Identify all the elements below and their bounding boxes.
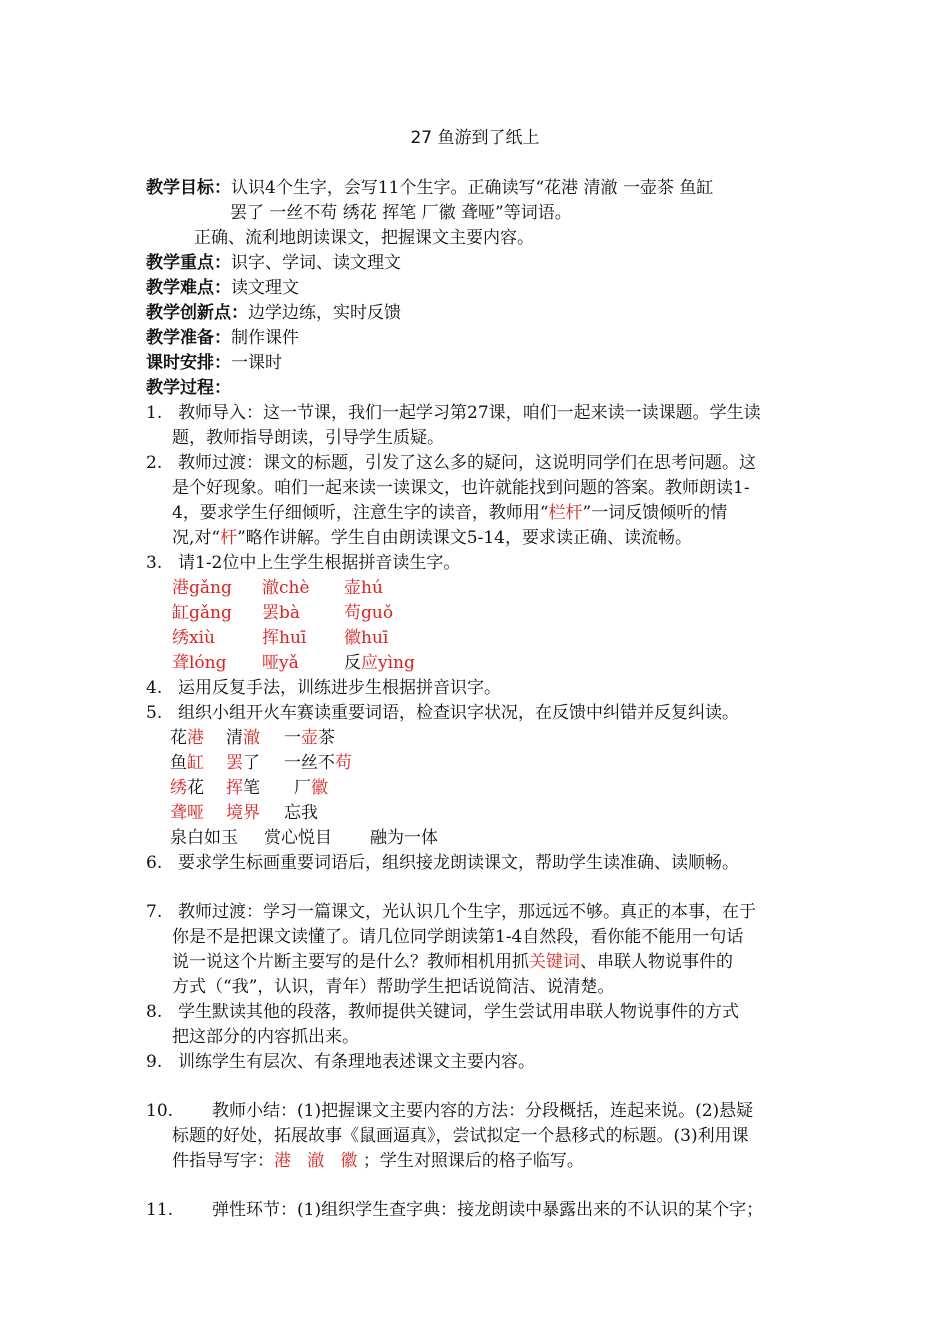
word-item: 境界	[226, 803, 260, 823]
word-item: 罢了	[226, 753, 260, 773]
step-4-line1: 运用反复手法，训练进步生根据拼音识字。	[178, 678, 501, 698]
highlight-word: 杆	[220, 528, 238, 548]
highlight-word: 关键词	[529, 952, 580, 972]
step-2-line3: 4，要求学生仔细倾听，注意生字的读音，教师用“栏杆”一词反馈倾听的情	[172, 503, 728, 523]
step-10-line3: 件指导写字：港 澈 徽 ；学生对照课后的格子临写。	[172, 1151, 584, 1171]
word-item: 一丝不苟	[284, 753, 352, 773]
pinyin-item: 澈chè	[262, 578, 310, 598]
pinyin-item: 挥huī	[262, 628, 307, 648]
pinyin-item: 绣xiù	[172, 628, 215, 648]
meta-innovation: 教学创新点：边学边练，实时反馈	[146, 303, 401, 323]
step-2-line2: 是个好现象。咱们一起来读一读课文，也许就能找到问题的答案。教师朗读1-	[172, 478, 750, 498]
step-7-line2: 你是不是把课文读懂了。请几位同学朗读第1-4自然段，看你能不能用一句话	[172, 927, 744, 947]
page-title: 27 鱼游到了纸上	[410, 128, 540, 148]
step-8-line1: 学生默读其他的段落，教师提供关键词，学生尝试用串联人物说事件的方式	[178, 1002, 739, 1022]
word-item: 泉白如玉	[170, 828, 238, 848]
word-item: 鱼缸	[170, 753, 204, 773]
step-10-number: 10.	[146, 1101, 174, 1121]
pinyin-item: 徽huī	[344, 628, 389, 648]
word-item: 清澈	[226, 728, 260, 748]
objectives-line3: 正确、流利地朗读课文，把握课文主要内容。	[194, 228, 534, 248]
step-4-number: 4.	[146, 678, 163, 698]
pinyin-item: 壶hú	[344, 578, 383, 598]
objectives-line1: 教学目标：认识4个生字，会写11个生字。正确读写“花港 清澈 一壶茶 鱼缸	[146, 178, 714, 198]
highlight-word: 港 澈 徽	[274, 1151, 358, 1171]
step-9-line1: 训练学生有层次、有条理地表述课文主要内容。	[178, 1052, 535, 1072]
step-9-number: 9.	[146, 1052, 163, 1072]
step-2-number: 2.	[146, 453, 163, 473]
step-10-line1: 教师小结：(1)把握课文主要内容的方法：分段概括，连起来说。(2)悬疑	[212, 1101, 754, 1121]
meta-preparation: 教学准备：制作课件	[146, 328, 299, 348]
word-item: 一壶茶	[284, 728, 335, 748]
step-5-number: 5.	[146, 703, 163, 723]
step-3-line1: 请1-2位中上生学生根据拼音读生字。	[178, 553, 461, 573]
step-1-number: 1.	[146, 403, 163, 423]
step-6-number: 6.	[146, 853, 163, 873]
pinyin-item: 哑yǎ	[262, 653, 299, 673]
meta-schedule: 课时安排：一课时	[146, 353, 282, 373]
step-11-line1: 弹性环节：(1)组织学生查字典：接龙朗读中暴露出来的不认识的某个字；	[212, 1200, 764, 1220]
pinyin-item: 聋lóng	[172, 653, 227, 673]
word-item: 融为一体	[370, 828, 438, 848]
step-5-line1: 组织小组开火车赛读重要词语，检查识字状况，在反馈中纠错并反复纠读。	[178, 703, 739, 723]
word-item: 挥笔	[226, 778, 260, 798]
word-item: 绣花	[170, 778, 204, 798]
step-7-number: 7.	[146, 902, 163, 922]
word-item: 聋哑	[170, 803, 204, 823]
pinyin-item: 缸gǎng	[172, 603, 232, 623]
pinyin-item: 港gǎng	[172, 578, 232, 598]
word-item: 花港	[170, 728, 204, 748]
step-1-line1: 教师导入：这一节课，我们一起学习第27课，咱们一起来读一读课题。学生读	[178, 403, 761, 423]
word-item: 忘我	[284, 803, 318, 823]
word-item: 赏心悦目	[264, 828, 332, 848]
step-8-line2: 把这部分的内容抓出来。	[172, 1027, 359, 1047]
step-10-line2: 标题的好处，拓展故事《鼠画逼真》，尝试拟定一个悬移式的标题。(3)利用课	[172, 1126, 749, 1146]
pinyin-item: 罢bà	[262, 603, 301, 623]
meta-difficulty: 教学难点：读文理文	[146, 278, 299, 298]
step-7-line4: 方式（“我”，认识，青年）帮助学生把话说简洁、说清楚。	[172, 977, 615, 997]
objectives-label: 教学目标：	[146, 178, 231, 198]
step-7-line3: 说一说这个片断主要写的是什么？教师相机用抓关键词、串联人物说事件的	[172, 952, 733, 972]
step-8-number: 8.	[146, 1002, 163, 1022]
highlight-word: 栏杆	[548, 503, 583, 523]
meta-key-point: 教学重点：识字、学词、读文理文	[146, 253, 401, 273]
step-6-line1: 要求学生标画重要词语后，组织接龙朗读课文，帮助学生读准确、读顺畅。	[178, 853, 739, 873]
step-2-line4: 况,对“杆”略作讲解。学生自由朗读课文5-14，要求读正确、读流畅。	[172, 528, 692, 548]
pinyin-item: 苟guǒ	[344, 603, 394, 623]
step-2-line1: 教师过渡：课文的标题，引发了这么多的疑问，这说明同学们在思考问题。这	[178, 453, 756, 473]
word-item: 厂徽	[294, 778, 328, 798]
process-label: 教学过程：	[146, 378, 231, 398]
pinyin-item: 反应yìng	[344, 653, 415, 673]
step-1-line2: 题，教师指导朗读，引导学生质疑。	[172, 428, 444, 448]
objectives-line2: 罢了 一丝不苟 绣花 挥笔 厂徽 聋哑”等词语。	[230, 203, 572, 223]
step-11-number: 11.	[146, 1200, 174, 1220]
step-7-line1: 教师过渡：学习一篇课文，光认识几个生字，那远远不够。真正的本事，在于	[178, 902, 756, 922]
step-3-number: 3.	[146, 553, 163, 573]
